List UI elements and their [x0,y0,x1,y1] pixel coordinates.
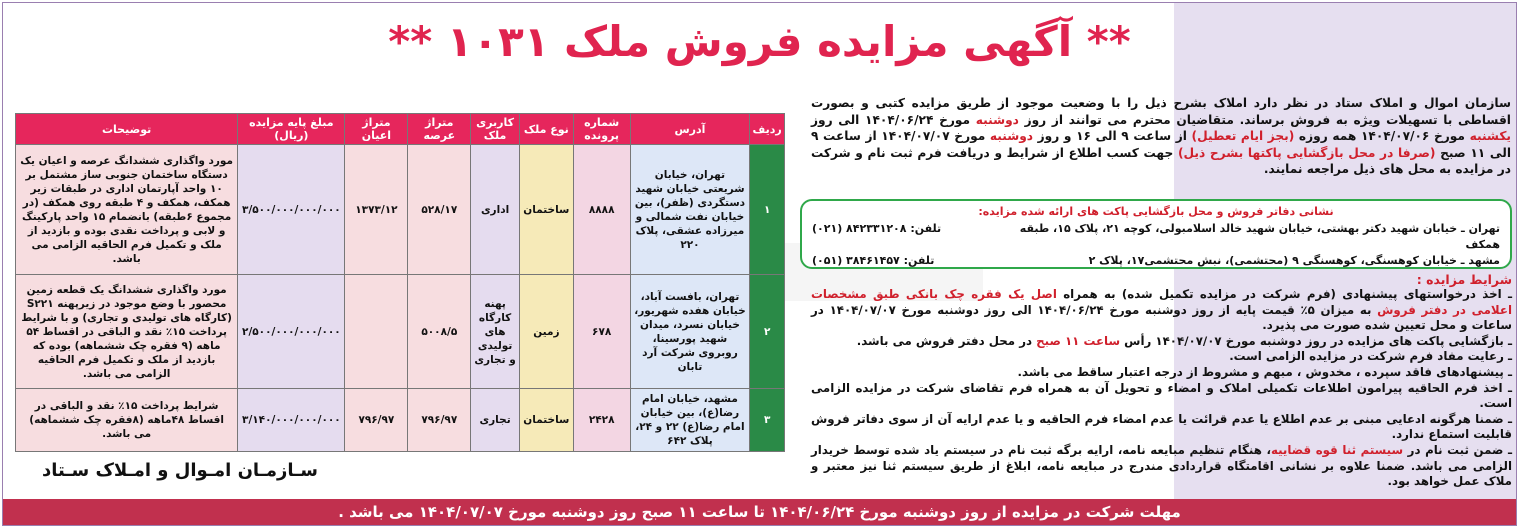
intro-paragraph [811,95,1511,178]
condition-text: به میزان ۵٪ قیمت پایه از روز دوشنبه مورخ ۱۴۰۴/۰۶/۲۴ الی روز دوشنبه مورخ ۱۴۰۴/۰۷/۰۷ در ساعات و محل تعیین شده صورت می پذیرد. [811,302,1512,333]
offices-title: نشانی دفاتر فروش و محل بازگشایی پاکت های ارائه شده مزایده: [978,205,1334,218]
intro-text-5: مورخ ۱۴۰۴/۰۷/۰۷ از ساعت ۹ الی ۱۱ صبح [811,129,1511,160]
cell-base-price: ۳/۱۴۰/۰۰۰/۰۰۰/۰۰۰ [238,389,345,452]
condition-item [811,365,1512,381]
condition-highlight: اصل یک فقره چک بانکی طبق مشخصات اعلامی در دفتر فروش [811,287,1512,317]
conditions-list [811,287,1512,490]
condition-item [811,334,1512,350]
condition-item [811,381,1512,412]
cell-row-number: ۲ [750,275,785,389]
table-header-row [16,114,785,145]
condition-item [811,349,1512,365]
cell-address: تهران، خیابان شریعتی خیابان شهید دستگردی (ظفر)، بین خیابان نفت شمالی و میرزاده عشقی، پلاک ۲۲۰ [630,145,750,275]
header-usage: کاربری ملک [471,114,520,145]
cell-file-number: ۲۴۲۸ [573,389,630,452]
cell-building-area: ۱۳۷۳/۱۲ [345,145,408,275]
intro-day-2: یکشنبه [1469,129,1511,143]
intro-day-3: دوشنبه [989,129,1034,143]
deadline-footer: مهلت شرکت در مزایده از روز دوشنبه مورخ ۱۴۰۴/۰۶/۲۴ تا ساعت ۱۱ صبح روز دوشنبه مورخ ۱۴۰۴/۰۷/۰۷ می باشد . [3,499,1516,525]
condition-item [811,412,1512,443]
intro-holiday: (بجز ایام تعطیل) [1191,129,1295,143]
condition-text: ـ اخذ درخواستهای پیشنهادی (فرم شرکت در مزایده تکمیل شده) به همراه [1056,287,1512,301]
intro-text-1: سازمان اموال و املاک ستاد در نظر دارد املاک بشرح ذیل را با وضعیت موجود از طریق مزایده کتبی و بصورت اقساطی با تسهیلات ویژه به فروش برساند. متقاضیان محترم می توانند از روز [811,96,1511,127]
condition-text: در محل دفتر فروش می باشد. [856,333,1037,348]
condition-text: ـ رعایت مفاد فرم شرکت در مزایده الزامی است. [1229,349,1512,364]
cell-file-number: ۸۸۸۸ [573,145,630,275]
condition-text: ـ اخذ فرم الحاقیه پیرامون اطلاعات تکمیلی املاک و امضاء و تحویل آن به همراه فرم تقاضای شرکت در مزایده الزامی است. [811,380,1512,411]
cell-property-type: ساختمان [519,389,573,452]
cell-usage: پهنه کارگاه های تولیدی و تجاری [471,275,520,389]
office-address: مشهد ـ خیابان کوهسنگی، کوهسنگی ۹ (محتشمی)، نبش محتشمی۱۷، پلاک ۲ [1088,254,1500,267]
condition-text: ـ بازگشایی پاکت های مزایده در روز دوشنبه مورخ ۱۴۰۴/۰۷/۰۷ رأس [1120,333,1512,348]
condition-text: ـ ضمنا هرگونه ادعایی مبنی بر عدم اطلاع یا عدم قرائت یا عدم امضاء فرم الحاقیه و یا عدم ارایه آن از سوی دفاتر فروش قابلیت استماع ندارد. [811,411,1512,442]
condition-highlight: ساعت ۱۱ صبح [1036,333,1121,348]
intro-text-3: مورخ ۱۴۰۴/۰۷/۰۶ همه روزه [1294,129,1470,143]
intro-text-4: از ساعت ۹ الی ۱۶ و روز [1033,129,1192,143]
properties-table [15,113,785,452]
cell-file-number: ۶۷۸ [573,275,630,389]
cell-row-number: ۱ [750,145,785,275]
table-row [16,389,785,452]
header-property-type: نوع ملک [519,114,573,145]
office-row-mashhad [812,253,1500,269]
header-row-number: ردیف [750,114,785,145]
table-row [16,275,785,389]
condition-text: ـ ضمن ثبت نام در [1403,442,1513,457]
cell-description: مورد واگذاری ششدانگ عرصه و اعیان یک دستگاه ساختمان جنوبی ساز مشتمل بر ۱۰ واحد آپارتمان اداری در طبقات زیر همکف، همکف و ۴ طبقه روی همکف (در مجموع ۶طبقه) بانضمام ۱۵ واحد پارکینگ و لابی و پرداخت نقدی بوده و بازدید از ملک و تکمیل فرم الحاقیه الزامی می باشد. [16,145,238,275]
cell-row-number: ۳ [750,389,785,452]
condition-item [811,287,1512,334]
intro-day-1: دوشنبه [975,112,1019,127]
condition-text: ـ پیشنهادهای فاقد سپرده ، مخدوش ، مبهم و مشروط از درجه اعتبار ساقط می باشد. [1017,364,1512,379]
cell-land-area: ۷۹۶/۹۷ [408,389,471,452]
conditions-title: شرایط مزایده : [1416,272,1512,287]
cell-address: تهران، بافست آباد، خیابان هفده شهریور، خیابان نسرد، میدان شهید پورسینا، روبروی شرکت آرد تابان [630,275,750,389]
cell-description: مورد واگذاری ششدانگ یک قطعه زمین محصور با وضع موجود در زیرپهنه S۲۲۱ (کارگاه های تولیدی و تجاری) و با شرایط پرداخت ۱۵٪ نقد و الباقی در اقساط ۵۴ ماهه (۹ فقره چک ششماهه) بوده که بازدید از ملک و تکمیل فرم الحاقیه الزامی می باشد. [16,275,238,389]
header-address: آدرس [630,114,750,145]
auction-notice [2,2,1517,526]
cell-building-area: ۷۹۶/۹۷ [345,389,408,452]
cell-base-price: ۲/۵۰۰/۰۰۰/۰۰۰/۰۰۰ [238,275,345,389]
cell-land-area: ۵۰۰۸/۵ [408,275,471,389]
page-title: ** آگهی مزایده فروش ملک ۱۰۳۱ ** [388,17,1131,66]
table-row [16,145,785,275]
cell-base-price: ۳/۵۰۰/۰۰۰/۰۰۰/۰۰۰ [238,145,345,275]
intro-text-6: جهت کسب اطلاع از شرایط و دریافت فرم ثبت نام و شرکت در مزایده به محل های ذیل مراجعه نمایند. [811,145,1511,176]
office-phone: تلفن: ۸۴۲۳۳۱۲۰۸ (۰۲۱) [812,222,942,235]
cell-property-type: ساختمان [519,145,573,275]
condition-text: ، هنگام تنظیم مبایعه نامه، ارایه برگه ثبت نام در سیستم یاد شده توسط خریدار الزامی می باشد. ضمنا علاوه بر نشانی اقامتگاه قراردادی مندرج در مبایعه نامه، ابلاغ از طریق سیستم ثنا نیز معتبر و ملاک عمل خواهد بود. [811,442,1512,489]
intro-text-2: مورخ ۱۴۰۴/۰۶/۲۴ الی روز [811,112,976,127]
header-base-price: مبلغ پایه مزایده (ریال) [238,114,345,145]
office-address: تهران ـ خیابان شهید دکتر بهشتی، خیابان شهید خالد اسلامبولی، کوچه ۲۱، پلاک ۱۵، طبقه همکف [1019,222,1500,251]
header-description: توضیحات [16,114,238,145]
cell-property-type: زمین [519,275,573,389]
sales-offices-box [800,199,1512,269]
organization-name: سـازمـان امـوال و امـلاک سـتاد [42,460,318,481]
cell-land-area: ۵۲۸/۱۷ [408,145,471,275]
header-building-area: متراژ اعیان [345,114,408,145]
header-land-area: متراژ عرصه [408,114,471,145]
office-phone: تلفن: ۳۸۴۶۱۴۵۷ (۰۵۱) [812,254,935,267]
condition-highlight: سیستم ثنا قوه قضاییه [1270,442,1404,457]
cell-usage: تجاری [471,389,520,452]
condition-item [811,443,1512,490]
intro-place: (صرفا در محل بازگشایی پاکتها بشرح ذیل) [1177,145,1436,160]
header-file-number: شماره پرونده [573,114,630,145]
cell-address: مشهد، خیابان امام رضا(ع)، بین خیابان امام رضا(ع) ۲۲ و ۲۴، پلاک ۶۴۲ [630,389,750,452]
cell-building-area [345,275,408,389]
office-row-tehran [812,221,1500,253]
cell-usage: اداری [471,145,520,275]
cell-description: شرایط پرداخت ۱۵٪ نقد و الباقی در اقساط ۴۸ماهه (۸فقره چک ششماهه) می باشد. [16,389,238,452]
